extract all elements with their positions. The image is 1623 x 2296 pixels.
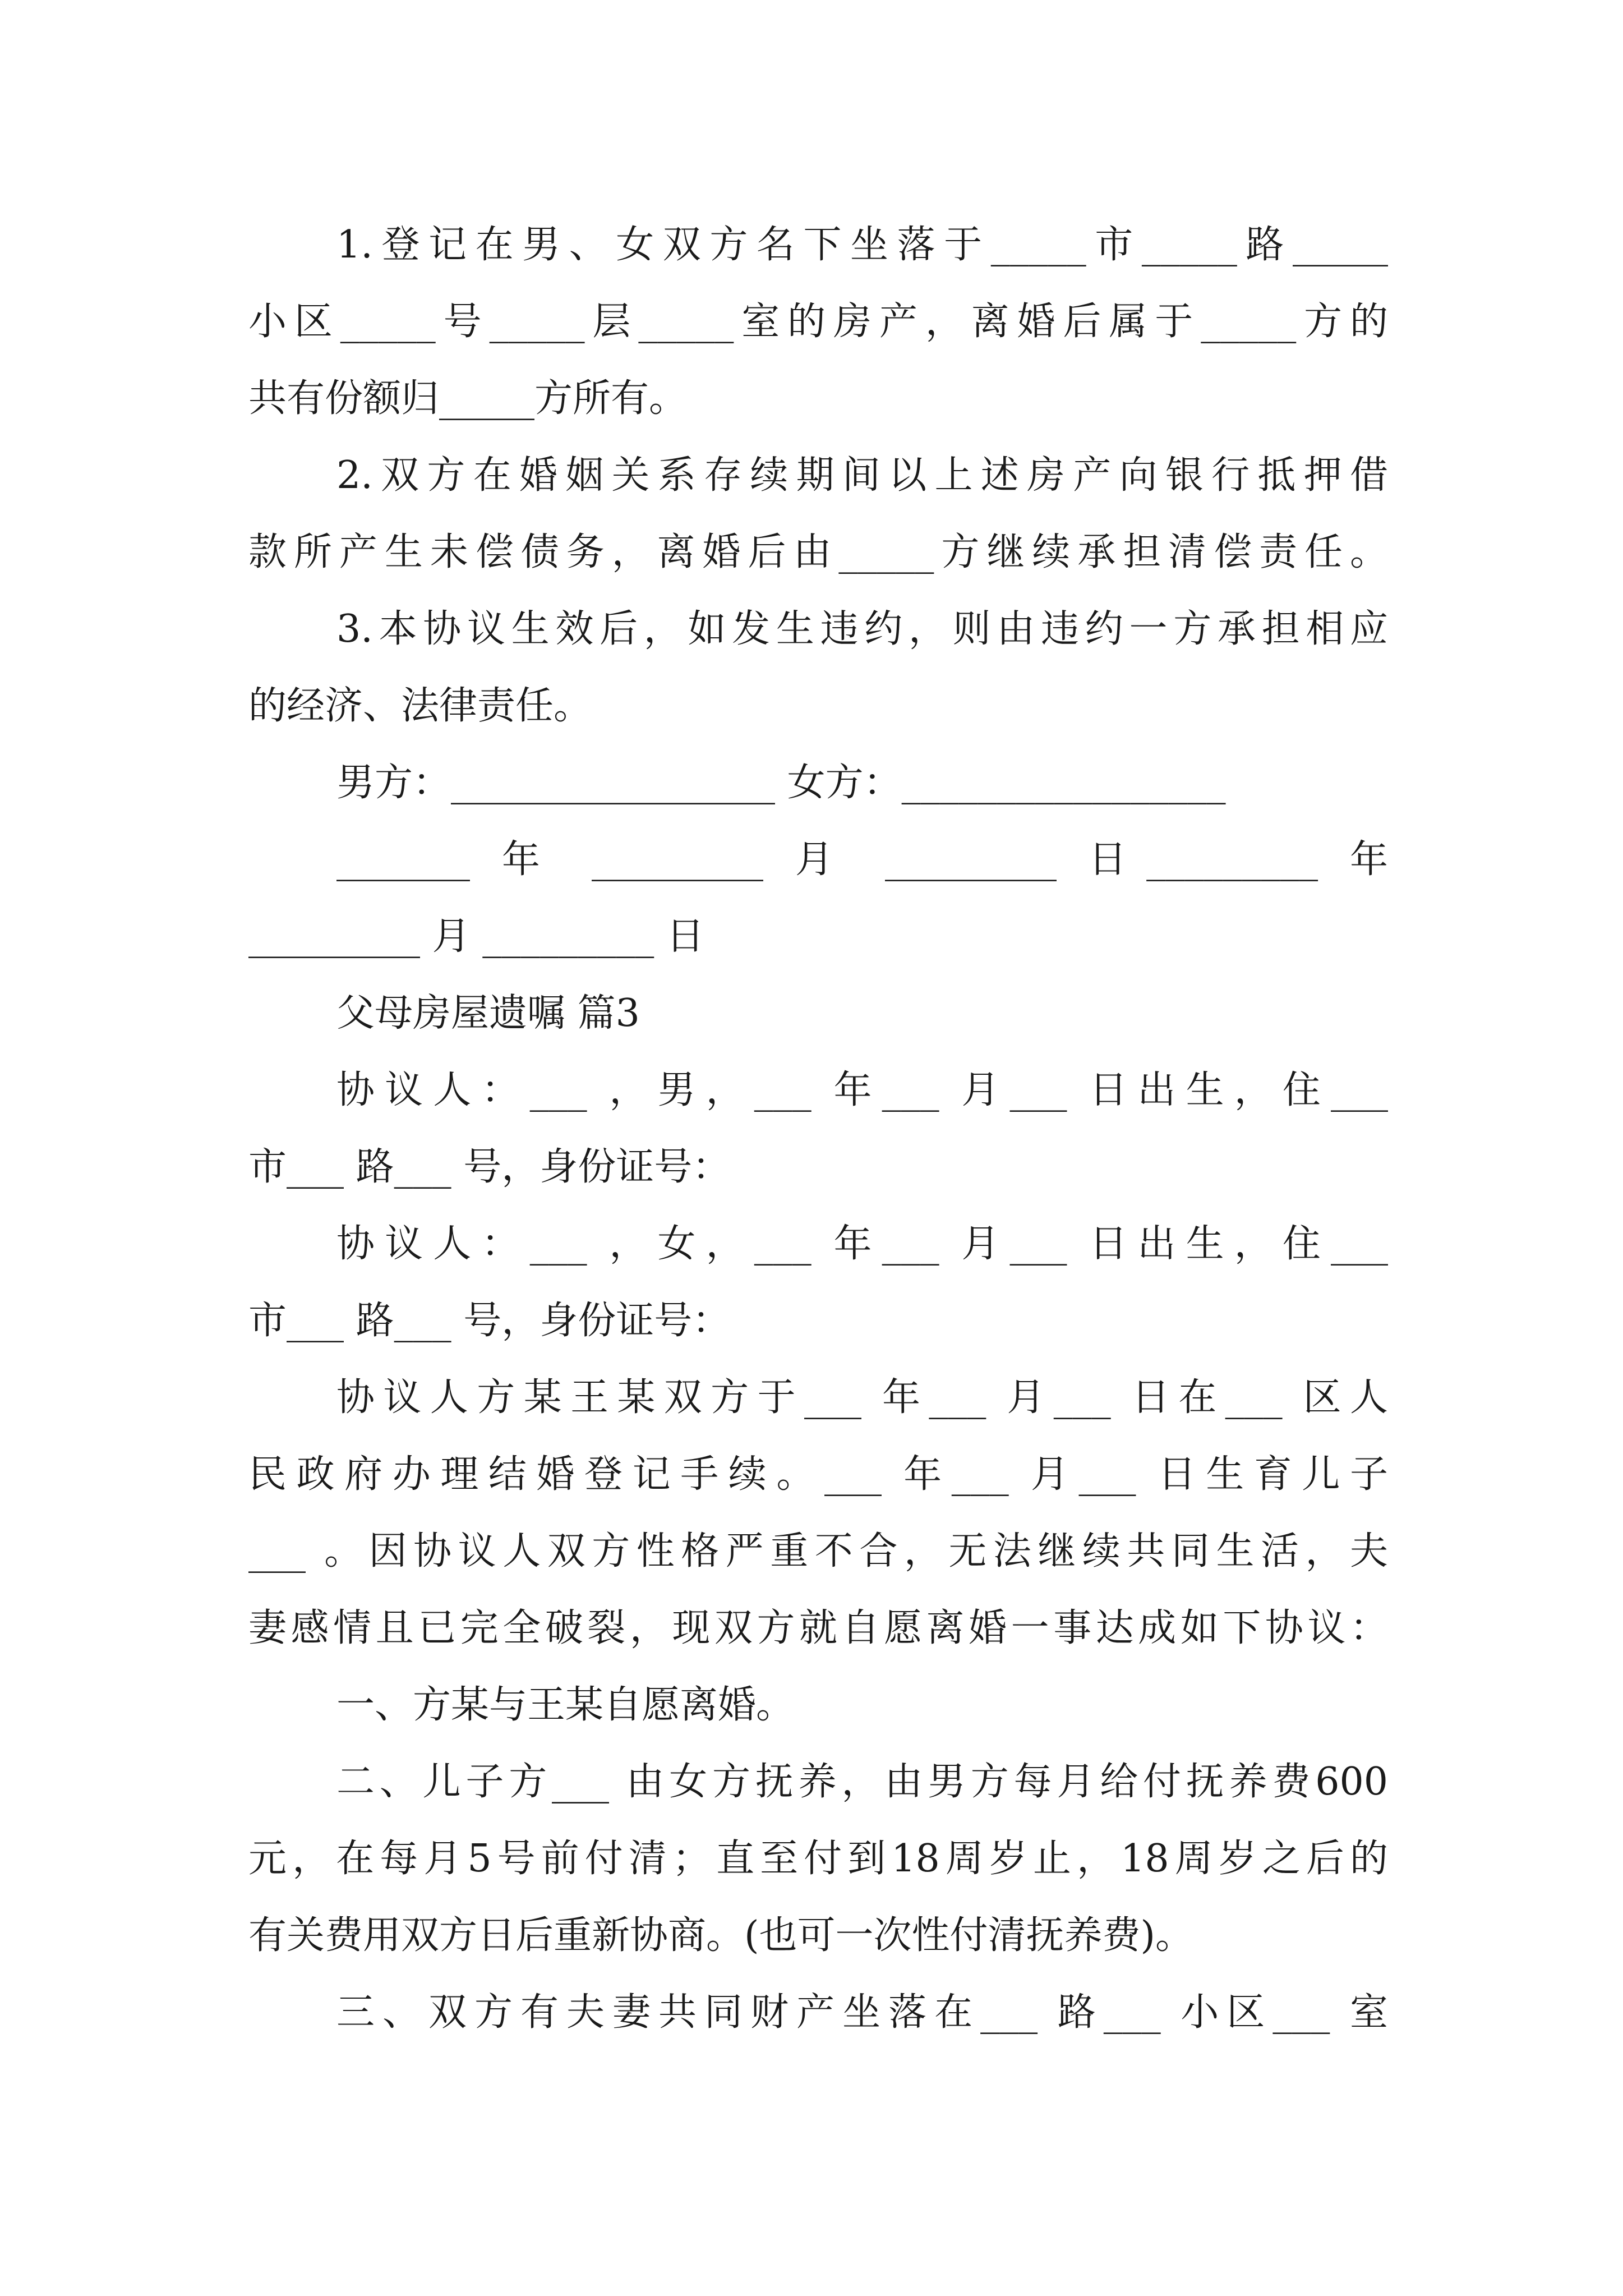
date-line: _________ 月 _________ 日: [248, 914, 704, 959]
section-heading: 父母房屋遗嘱 篇3: [336, 991, 640, 1036]
text-line: 的经济、法律责任。: [248, 684, 592, 728]
text-line: 协议人：___ ，男，___ 年___ 月___ 日出生，住___: [336, 1068, 1388, 1112]
text-line: 小区_____号_____层_____室的房产，离婚后属于_____方的: [248, 300, 1388, 344]
text-line: 款所产生未偿债务，离婚后由_____方继续承担清偿责任。: [248, 530, 1388, 574]
text-line: 一、方某与王某自愿离婚。: [336, 1683, 795, 1727]
text-line: 3.本协议生效后，如发生违约，则由违约一方承担相应: [336, 607, 1388, 651]
text-line: 协议人方某王某双方于___ 年___ 月___ 日在___ 区人: [336, 1375, 1388, 1420]
text-line: 二、儿子方___ 由女方抚养，由男方每月给付抚养费600: [336, 1760, 1388, 1804]
text-line: 1.登记在男、女双方名下坐落于_____市_____路_____: [336, 223, 1388, 267]
date-line: _______ 年 _________ 月 _________ 日_________ 年: [336, 838, 1388, 882]
text-line: 协议人：___ ，女，___ 年___ 月___ 日出生，住___: [336, 1222, 1388, 1266]
text-line: 三、双方有夫妻共同财产坐落在___ 路___ 小区___ 室: [336, 1990, 1388, 2035]
text-line: 市___ 路___ 号，身份证号：: [248, 1145, 731, 1189]
text-line: 市___ 路___ 号，身份证号：: [248, 1299, 731, 1343]
text-line: 妻感情且已完全破裂，现双方就自愿离婚一事达成如下协议：: [248, 1606, 1388, 1650]
document-page: [248, 206, 1388, 2051]
text-line: 民政府办理结婚登记手续。___ 年___ 月___ 日生育儿子: [248, 1452, 1388, 1497]
text-line: 元，在每月5号前付清；直至付到18周岁止，18周岁之后的: [248, 1837, 1388, 1881]
text-line: 2.双方在婚姻关系存续期间以上述房产向银行抵押借: [336, 453, 1388, 498]
text-line: 共有份额归_____方所有。: [248, 376, 688, 421]
signature-line: 男方：_________________ 女方：_________________: [336, 761, 1226, 805]
text-line: ___ 。因协议人双方性格严重不合，无法继续共同生活，夫: [248, 1529, 1388, 1573]
text-line: 有关费用双方日后重新协商。(也可一次性付清抚养费)。: [248, 1913, 1194, 1958]
